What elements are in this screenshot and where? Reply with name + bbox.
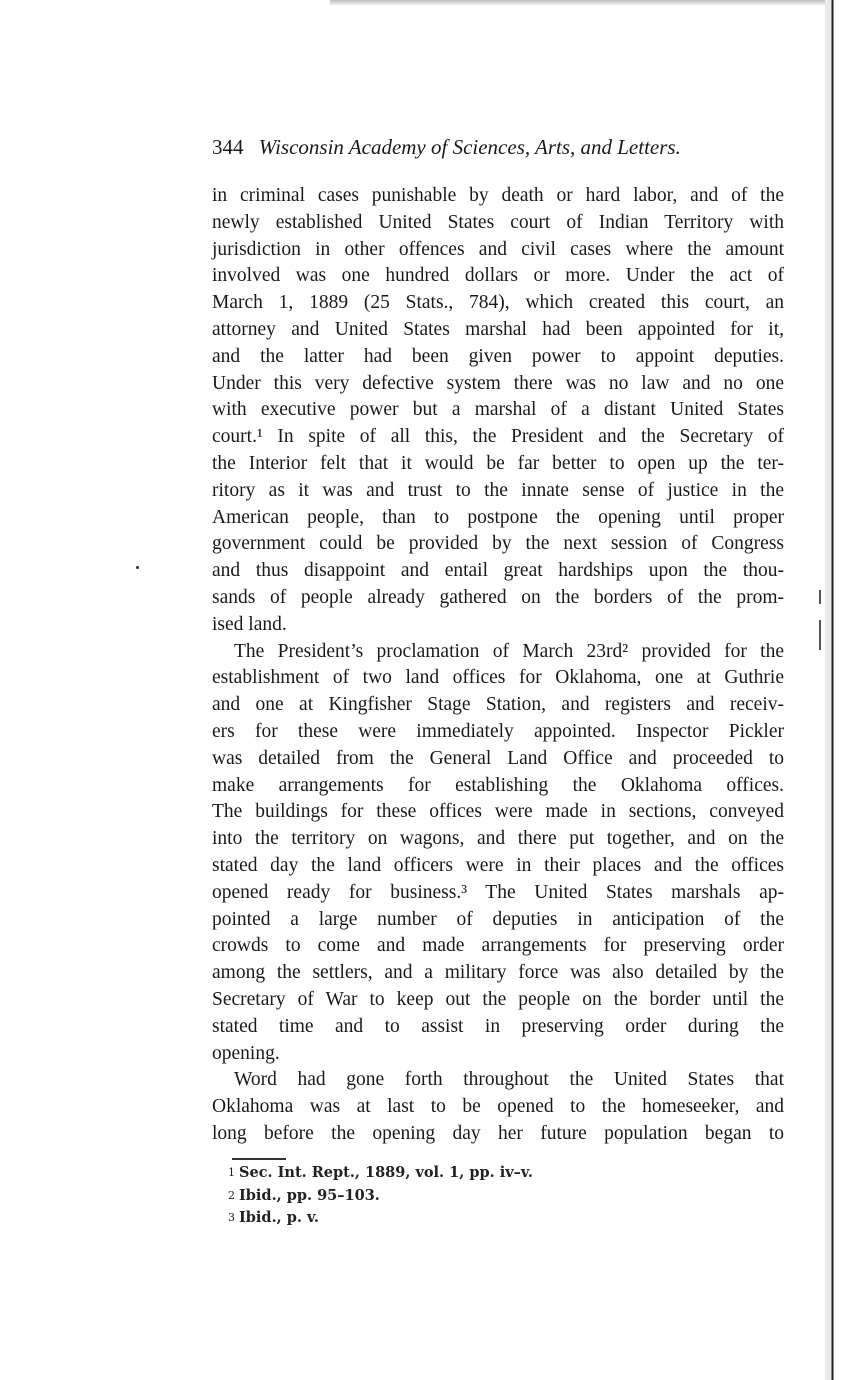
paragraph-2 (212, 639, 784, 1068)
scan-right-edge (825, 0, 861, 1380)
text-line: stated time and to assist in preserving order during the (212, 1015, 784, 1037)
text-line: attorney and United States marshal had been appointed for it, (212, 318, 784, 340)
footnote (228, 1207, 748, 1230)
text-line: ised land. (212, 613, 287, 635)
text-line: and thus disappoint and entail great hardships upon the thou- (212, 560, 784, 582)
footnote-text: Ibid., p. v. (239, 1209, 319, 1226)
text-line: jurisdiction in other offences and civil cases where the amount (212, 238, 784, 260)
margin-mark (819, 590, 821, 604)
text-line: and one at Kingfisher Stage Station, and registers and receiv- (212, 694, 784, 716)
text-line: Word had gone forth throughout the United States that (234, 1069, 784, 1091)
page-number: 344 (212, 135, 244, 159)
text-line: opening. (212, 1042, 280, 1064)
text-line: was detailed from the General Land Office and proceeded to (212, 747, 784, 769)
scan-speck (136, 566, 139, 569)
text-line: government could be provided by the next session of Congress (212, 533, 784, 555)
footnote-number: 2 (228, 1188, 235, 1202)
text-line: among the settlers, and a military force was also detailed by the (212, 962, 784, 984)
footnote-number: 3 (228, 1211, 235, 1224)
text-line: make arrangements for establishing the Oklahoma offices. (212, 774, 784, 796)
text-line: opened ready for business.³ The United States marshals ap- (212, 881, 784, 903)
footnotes (228, 1162, 748, 1230)
text-line: in criminal cases punishable by death or hard labor, and of the (212, 185, 784, 206)
text-line: pointed a large number of deputies in anticipation of the (212, 908, 784, 930)
text-line: Under this very defective system there was no law and no one (212, 372, 784, 394)
scan-top-edge (330, 0, 830, 6)
text-line: long before the opening day her future population began to (212, 1122, 784, 1144)
footnote (228, 1162, 748, 1185)
text-line: The buildings for these offices were made in sections, conveyed (212, 801, 784, 823)
footnote-number: 1 (228, 1166, 235, 1179)
footnote-text: Sec. Int. Rept., 1889, vol. 1, pp. iv–v. (239, 1164, 533, 1181)
text-line: establishment of two land offices for Oklahoma, one at Guthrie (212, 667, 784, 689)
paragraph-3 (212, 1067, 784, 1147)
text-line: involved was one hundred dollars or more. Under the act of (212, 265, 784, 287)
text-line: stated day the land officers were in their places and the offices (212, 854, 784, 876)
footnote (228, 1185, 748, 1208)
footnote-rule (232, 1158, 286, 1160)
text-line: March 1, 1889 (25 Stats., 784), which created this court, an (212, 292, 784, 314)
text-line: ritory as it was and trust to the innate sense of justice in the (212, 479, 784, 501)
text-line: newly established United States court of Indian Territory with (212, 211, 784, 233)
text-line: court.¹ In spite of all this, the President and the Secretary of (212, 426, 784, 448)
text-line: Secretary of War to keep out the people on the border until the (212, 988, 784, 1010)
text-line: into the territory on wagons, and there put together, and on the (212, 828, 784, 850)
text-line: American people, than to postpone the opening until proper (212, 506, 784, 528)
paragraph-1 (212, 183, 784, 639)
text-line: Oklahoma was at last to be opened to the homeseeker, and (212, 1096, 784, 1118)
text-line: and the latter had been given power to appoint deputies. (212, 345, 784, 367)
margin-mark (819, 620, 821, 650)
footnote-text: Ibid., pp. 95–103. (239, 1186, 380, 1204)
body-text (212, 183, 784, 1148)
journal-title: Wisconsin Academy of Sciences, Arts, and Letters. (258, 135, 681, 159)
running-head (212, 132, 772, 162)
text-line: crowds to come and made arrangements for preserving order (212, 935, 784, 957)
text-line: The President’s proclamation of March 23rd² provided for the (234, 640, 784, 662)
text-line: ers for these were immediately appointed. Inspector Pickler (212, 720, 784, 742)
text-line: the Interior felt that it would be far better to open up the ter- (212, 452, 784, 474)
text-line: sands of people already gathered on the borders of the prom- (212, 586, 784, 608)
text-line: with executive power but a marshal of a distant United States (212, 399, 784, 421)
